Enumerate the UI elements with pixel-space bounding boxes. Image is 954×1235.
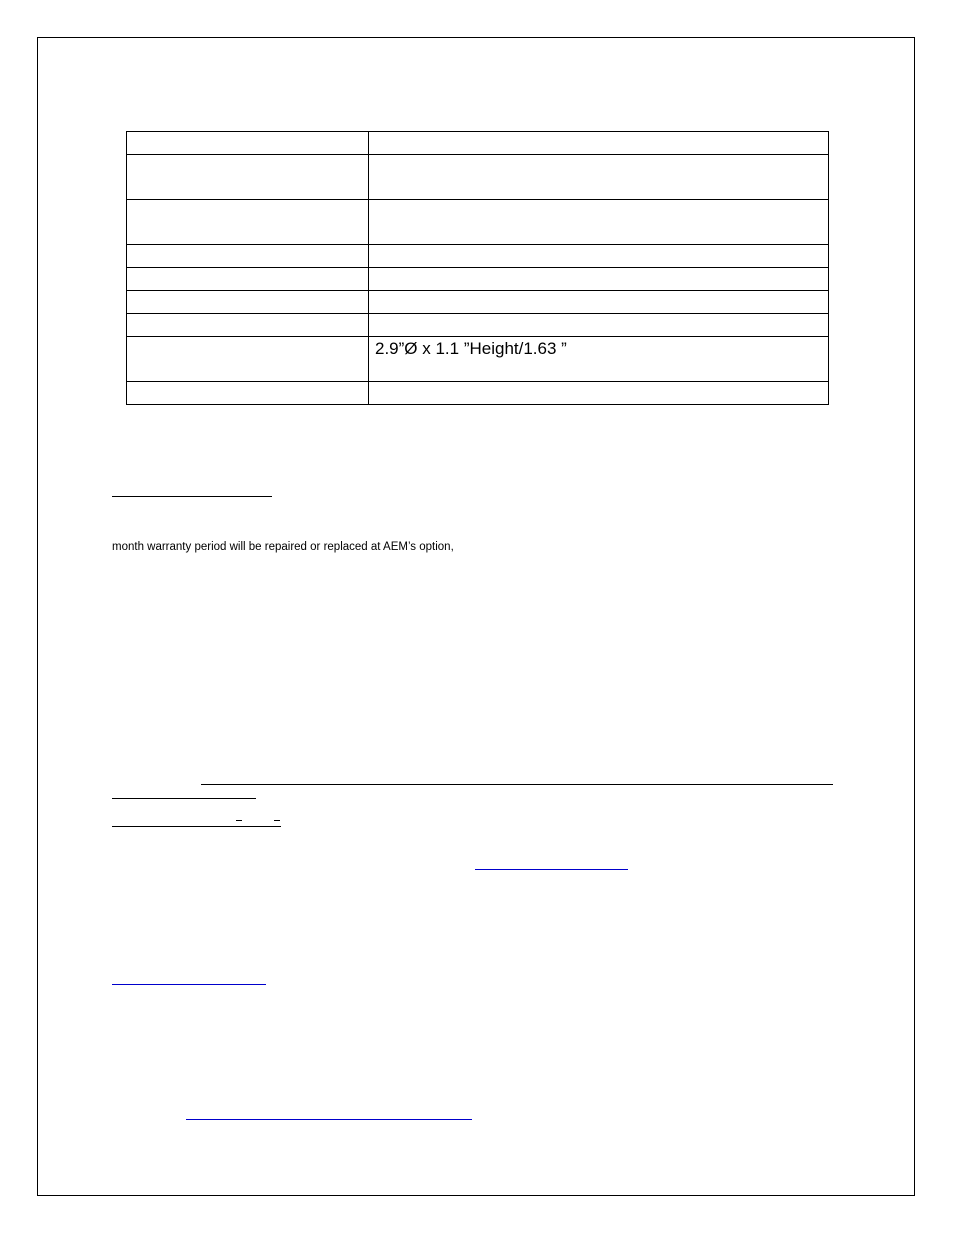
spec-value	[369, 245, 829, 268]
hyperlink-underline[interactable]	[112, 984, 266, 985]
spec-label	[127, 200, 369, 245]
dash-mark	[236, 820, 242, 821]
spec-label	[127, 382, 369, 405]
warranty-body-line: month warranty period will be repaired or replaced at AEM’s option,	[112, 541, 454, 553]
table-row	[127, 268, 829, 291]
spec-value	[369, 155, 829, 200]
table-row	[127, 200, 829, 245]
table-row	[127, 382, 829, 405]
spec-label	[127, 245, 369, 268]
spec-value	[369, 132, 829, 155]
spec-label	[127, 337, 369, 382]
dash-mark	[274, 820, 280, 821]
spec-label	[127, 155, 369, 200]
spec-value	[369, 200, 829, 245]
hyperlink-underline[interactable]	[475, 869, 628, 870]
spec-label	[127, 314, 369, 337]
spec-label	[127, 132, 369, 155]
table-row	[127, 291, 829, 314]
table-row	[127, 155, 829, 200]
spec-value	[369, 314, 829, 337]
spec-value	[369, 291, 829, 314]
spec-label	[127, 291, 369, 314]
table-row	[127, 337, 829, 382]
spec-value	[369, 382, 829, 405]
table-row	[127, 245, 829, 268]
section-underline	[112, 826, 281, 827]
dimensions-value: 2.9”Ø x 1.1 ”Height/1.63 ”	[369, 337, 829, 382]
section-underline	[112, 798, 256, 799]
table-row	[127, 132, 829, 155]
spec-table	[126, 131, 829, 405]
table-row	[127, 314, 829, 337]
spec-value	[369, 268, 829, 291]
hyperlink-underline[interactable]	[186, 1119, 472, 1120]
spec-label	[127, 268, 369, 291]
warranty-heading-underline	[112, 496, 272, 497]
section-underline	[201, 784, 833, 785]
